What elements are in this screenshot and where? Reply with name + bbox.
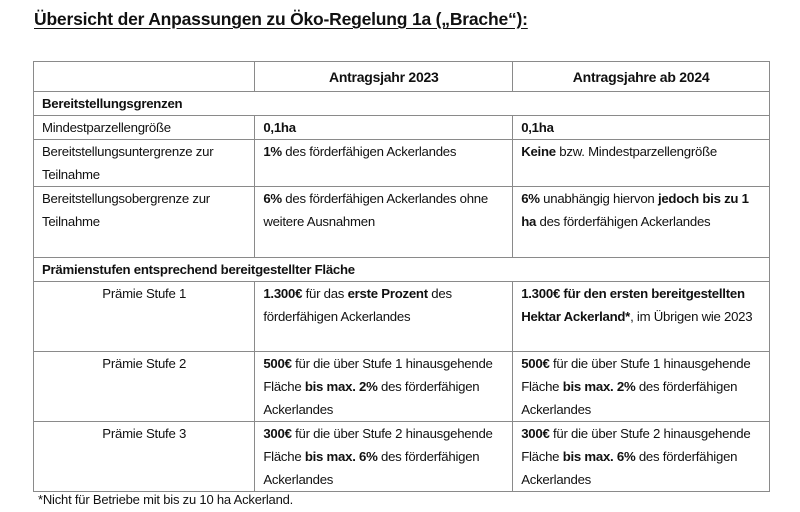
cell-y2024 [513, 422, 770, 492]
header-2024: Antragsjahre ab 2024 [513, 62, 770, 92]
table-row [34, 422, 770, 492]
cell-y2024 [513, 282, 770, 352]
bold-text: 300€ [521, 426, 550, 441]
bold-text: 500€ [521, 356, 550, 371]
bold-text: 1.300€ [263, 286, 303, 301]
bold-text: 6% [521, 191, 540, 206]
bold-text: erste Prozent [347, 286, 428, 301]
text: des förderfähigen Ackerlandes [263, 449, 480, 487]
text: für das [302, 286, 348, 301]
cell-y2023 [255, 422, 513, 492]
row-label: Bereitstellungsobergrenze zur Teilnahme [34, 187, 255, 258]
text: für die über Stufe 2 hinausgehende Fläche [521, 426, 751, 464]
row-label: Bereitstellungsuntergrenze zur Teilnahme [34, 140, 255, 187]
bold-text: bis max. 2% [304, 379, 378, 394]
bold-text: bis max. 2% [562, 379, 636, 394]
text: des förderfähigen Ackerlandes [521, 379, 738, 417]
text: des förderfähigen Ackerlandes [263, 286, 452, 324]
table-row [34, 140, 770, 187]
cell-y2023 [255, 352, 513, 422]
table-row [34, 282, 770, 352]
cell-y2023 [255, 140, 513, 187]
bold-text: bis max. 6% [562, 449, 636, 464]
section-row [34, 258, 770, 282]
bold-text: 500€ [263, 356, 292, 371]
text: für die über Stufe 2 hinausgehende Fläche [263, 426, 493, 464]
bold-text: 6% [263, 191, 282, 206]
table-header-row [34, 62, 770, 92]
row-label: Prämie Stufe 3 [34, 422, 255, 492]
bold-text: 0,1ha [521, 120, 554, 135]
cell-y2023 [255, 116, 513, 140]
text: bzw. Mindestparzellengröße [555, 144, 717, 159]
text: , im Übrigen wie 2023 [630, 309, 753, 324]
cell-y2024 [513, 352, 770, 422]
footnote: *Nicht für Betriebe mit bis zu 10 ha Ackerland. [38, 492, 294, 507]
cell-y2024 [513, 187, 770, 258]
cell-y2023 [255, 282, 513, 352]
table-row [34, 187, 770, 258]
row-label: Prämie Stufe 2 [34, 352, 255, 422]
text: unabhängig hiervon [539, 191, 658, 206]
text: des förderfähigen Ackerlandes [536, 214, 711, 229]
text: des förderfähigen Ackerlandes ohne weitere Ausnahmen [263, 191, 488, 229]
table-row [34, 116, 770, 140]
section-label: Prämienstufen entsprechend bereitgestellter Fläche [34, 258, 770, 282]
cell-y2023 [255, 187, 513, 258]
bold-text: 300€ [263, 426, 292, 441]
bold-text: jedoch bis zu 1 ha [521, 191, 749, 229]
bold-text: 1% [263, 144, 282, 159]
text: des förderfähigen Ackerlandes [521, 449, 738, 487]
row-label: Prämie Stufe 1 [34, 282, 255, 352]
bold-text: 0,1ha [263, 120, 296, 135]
comparison-table [33, 61, 770, 492]
bold-text: 1.300€ für den ersten bereitgestellten Hektar Ackerland* [521, 286, 745, 324]
document-title: Übersicht der Anpassungen zu Öko-Regelung 1a („Brache“): [34, 9, 528, 29]
section-row [34, 92, 770, 116]
text: für die über Stufe 1 hinausgehende Fläche [263, 356, 493, 394]
header-empty [34, 62, 255, 92]
table-row [34, 352, 770, 422]
row-label: Mindestparzellengröße [34, 116, 255, 140]
cell-y2024 [513, 116, 770, 140]
cell-y2024 [513, 140, 770, 187]
bold-text: bis max. 6% [304, 449, 378, 464]
text: für die über Stufe 1 hinausgehende Fläche [521, 356, 751, 394]
header-2023: Antragsjahr 2023 [255, 62, 513, 92]
bold-text: Keine [521, 144, 556, 159]
text: des förderfähigen Ackerlandes [263, 379, 480, 417]
text: des förderfähigen Ackerlandes [281, 144, 457, 159]
section-label: Bereitstellungsgrenzen [34, 92, 770, 116]
